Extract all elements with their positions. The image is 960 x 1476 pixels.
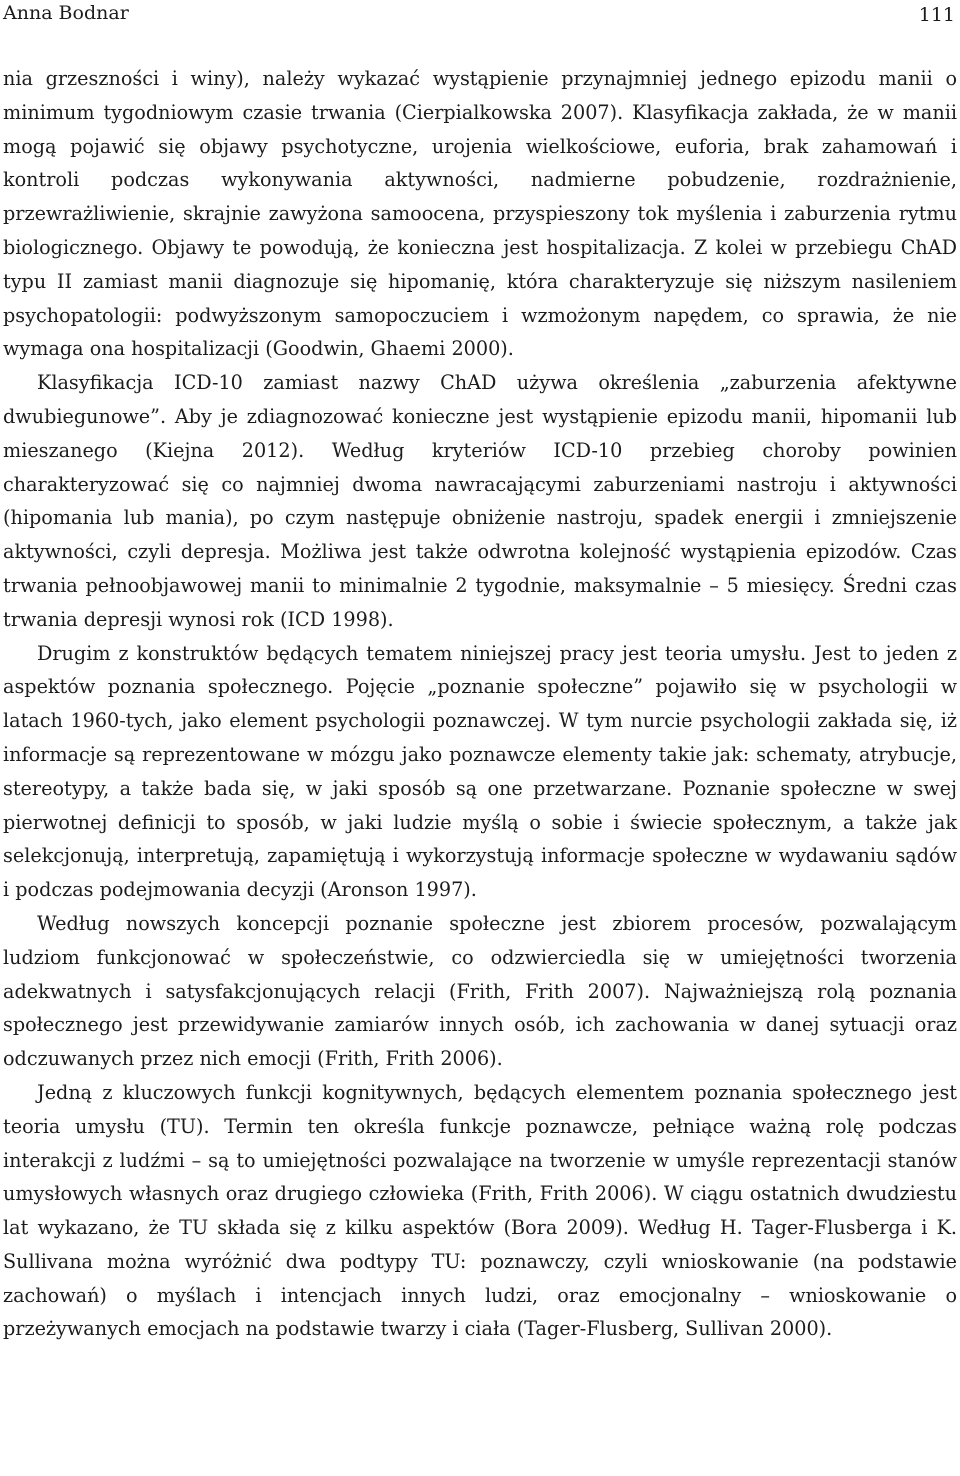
body-text bbox=[3, 62, 957, 1346]
paragraph-social-cognition: Według nowszych koncepcji poznanie społeczne jest zbiorem procesów, pozwalającym ludziom funkcjonować w społeczeństwie, co odzwierciedla się w umiejętności tworzenia adekwatnych i satysfakcjonujących relacji (Frith, Frith 2007). Najważniejszą rolą poznania społecznego jest przewidywanie zamiarów innych osób, ich zachowania w danej sytuacji oraz odczuwanych przez nich emocji (Frith, Frith 2006). bbox=[3, 911, 957, 1071]
paragraph-icd10: Klasyfikacja ICD-10 zamiast nazwy ChAD używa określenia „zaburzenia afektywne dwubiegunowe”. Aby je zdiagnozować konieczne jest wystąpienie epizodu manii, hipomanii lub mieszanego (Kiejna 2012). Według kryteriów ICD-10 przebieg choroby powinien charakteryzować się co najmniej dwoma nawracającymi zaburzeniami nastroju i aktywności (hipomania lub mania), po czym następuje obniżenie nastroju, spadek energii i zmniejszenie aktywności, czyli depresja. Możliwa jest także odwrotna kolejność wystąpienia epizodów. Czas trwania pełnoobjawowej manii to minimalnie 2 tygodnie, maksymalnie – 5 miesięcy. Średni czas trwania depresji wynosi rok (ICD 1998). bbox=[3, 371, 957, 631]
paragraph-continuation: nia grzeszności i winy), należy wykazać wystąpienie przynajmniej jednego epizodu manii o minimum tygodniowym czasie trwania (Cierpialkowska 2007). Klasyfikacja zakłada, że w manii mogą pojawić się objawy psychotyczne, urojenia wielkościowe, euforia, brak zahamowań i kontroli podczas wykonywania aktywności, nadmierne pobudzenie, rozdrażnienie, przewrażliwienie, skrajnie zawyżona samoocena, przyspieszony tok myślenia i zaburzenia rytmu biologicznego. Objawy te powodują, że konieczna jest hospitalizacja. Z kolei w przebiegu ChAD typu II zamiast manii diagnozuje się hipomanię, która charakteryzuje się niższym nasileniem psychopatologii: podwyższonym samopoczuciem i wzmożonym napędem, co sprawia, że nie wymaga ona hospitalizacji (Goodwin, Ghaemi 2000). bbox=[3, 67, 957, 361]
running-header bbox=[3, 0, 957, 30]
document-page bbox=[3, 0, 957, 1476]
paragraph-tu-subtypes: Jedną z kluczowych funkcji kognitywnych, będących elementem poznania społecznego jest teoria umysłu (TU). Termin ten określa funkcje poznawcze, pełniące ważną rolę podczas interakcji z ludźmi – są to umiejętności pozwalające na tworzenie w umyśle reprezentacji stanów umysłowych własnych oraz drugiego człowieka (Frith, Frith 2006). W ciągu ostatnich dwudziestu lat wykazano, że TU składa się z kilku aspektów (Bora 2009). Według H. Tager-Flusberga i K. Sullivana można wyróżnić dwa podtypy TU: poznawczy, czyli wnioskowanie (na podstawie zachowań) o myślach i intencjach innych ludzi, oraz emocjonalny – wnioskowanie o przeżywanych emocjach na podstawie twarzy i ciała (Tager-Flusberg, Sullivan 2000). bbox=[3, 1080, 957, 1341]
running-head-author: Anna Bodnar bbox=[3, 2, 129, 24]
paragraph-theory-of-mind-intro: Drugim z konstruktów będących tematem niniejszej pracy jest teoria umysłu. Jest to jeden z aspektów poznania społecznego. Pojęcie „poznanie społeczne” pojawiło się w psychologii w latach 1960-tych, jako element psychologii poznawczej. W tym nurcie psychologii zakłada się, iż informacje są reprezentowane w mózgu jako poznawcze elementy takie jak: schematy, atrybucje, stereotypy, a także bada się, w jaki sposób są one przetwarzane. Poznanie społeczne w swej pierwotnej definicji to sposób, w jaki ludzie myślą o sobie i świecie społecznym, a także jak selekcjonują, interpretują, zapamiętują i wykorzystują informacje społeczne w wydawaniu sądów i podczas podejmowania decyzji (Aronson 1997). bbox=[3, 641, 957, 902]
page-number: 111 bbox=[918, 4, 955, 26]
